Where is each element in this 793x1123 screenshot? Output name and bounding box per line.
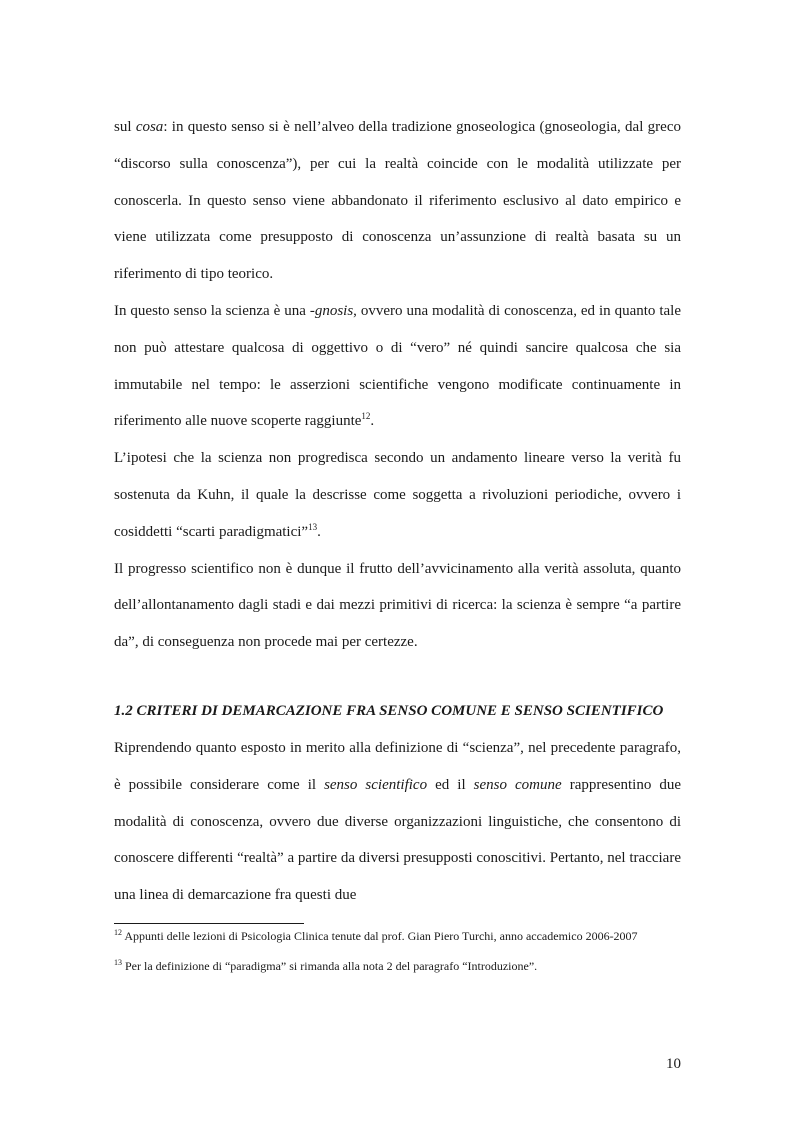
page-number: 10 [666, 1056, 681, 1072]
footnote-13 [114, 958, 681, 974]
text-run: . [317, 523, 321, 540]
text-run: : in questo senso si è nell’alveo della tradizione gnoseologica (gnoseologia, dal greco “discorso sulla conoscenza”), per cui la realtà coincide con le modalità utilizzate per conoscerla. In questo senso viene abbandonato il riferimento esclusivo al dato empirico e viene utilizzata come presupposto di conoscenza un’assunzione di realtà basata su un riferimento di tipo teorico. [114, 119, 681, 283]
paragraph [114, 551, 681, 661]
footnote-reference: 13 [308, 521, 318, 532]
footnote-separator [114, 923, 304, 924]
footnotes [114, 923, 681, 974]
text-run: , ovvero una modalità di conoscenza, ed in quanto tale non può attestare qualcosa di oggettivo o di “vero” né quindi sancire qualcosa che sia immutabile nel tempo: le asserzioni scientifiche vengono modificate continuamente in riferimento alle nuove scoperte raggiunte [114, 302, 681, 430]
text-run: L’ipotesi che la scienza non progredisca secondo un andamento lineare verso la verità fu sostenuta da Kuhn, il quale la descrisse come soggetta a rivoluzioni periodiche, ovvero i cosiddetti “scarti paradigmatici” [114, 450, 681, 540]
footnote-text: Per la definizione di “paradigma” si rimanda alla nota 2 del paragrafo “Introduzione”. [122, 959, 538, 973]
section-heading: 1.2 CRITERI DI DEMARCAZIONE FRA SENSO COMUNE E SENSO SCIENTIFICO [114, 703, 664, 719]
italic-run: gnosis [314, 302, 354, 319]
paragraph [114, 730, 681, 914]
body-text-before-heading [114, 109, 681, 661]
text-run: In questo senso la scienza è una - [114, 302, 315, 319]
text-run: rappresentino due modalità di conoscenza, ovvero due diverse organizzazioni linguistiche, che consentono di conoscere differenti “realtà” a partire da diversi presupposti conoscitivi. Pertanto, nel tracciare una linea di demarcazione fra questi due [114, 776, 682, 904]
text-run: Riprendendo quanto esposto in merito alla definizione di “scienza”, nel precedente paragrafo, è possibile considerare come il [114, 740, 681, 793]
italic-run: senso scientifico [324, 776, 428, 793]
paragraph [114, 293, 681, 440]
text-run: sul [114, 119, 136, 135]
footnote-number: 12 [114, 928, 122, 937]
footnote-12 [114, 928, 681, 944]
text-run: ed il [427, 776, 474, 793]
body-text-after-heading [114, 730, 681, 914]
paragraph [114, 109, 681, 293]
paragraph [114, 440, 681, 550]
footnote-number: 13 [114, 958, 122, 967]
text-run: Il progresso scientifico non è dunque il frutto dell’avvicinamento alla verità assoluta, quanto dell’allontanamento dagli stadi e dai mezzi primitivi di ricerca: la scienza è sempre “a partire da”, di conseguenza non procede mai per certezze. [114, 560, 681, 651]
italic-run: senso comune [473, 776, 562, 793]
footnote-text: Appunti delle lezioni di Psicologia Clinica tenute dal prof. Gian Piero Turchi, anno accademico 2006-2007 [122, 929, 638, 943]
footnote-reference: 12 [361, 411, 371, 422]
text-run: . [370, 413, 375, 430]
italic-run: cosa [135, 119, 164, 135]
